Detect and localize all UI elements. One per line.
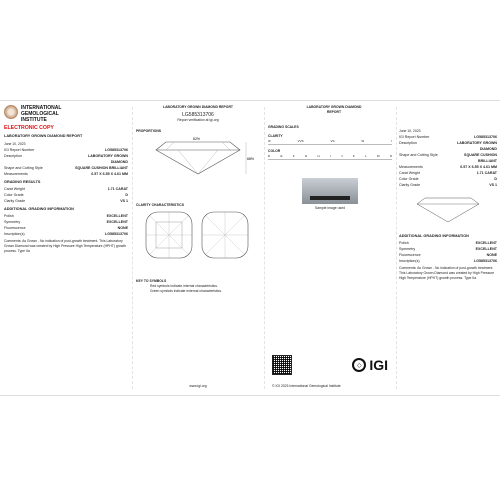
report-date: June 10, 2023: [4, 142, 26, 146]
key-text-green: Green symbols indicate external characteristics.: [150, 289, 222, 293]
institute-line-3: INSTITUTE: [21, 117, 47, 123]
field-row: Clarity Grade VS 1: [4, 199, 128, 203]
stub-field-row: Color Grade D: [399, 177, 497, 181]
igi-branding-row: [272, 355, 388, 375]
middle-report-number: LG585313706: [182, 112, 214, 118]
proportions-column: [132, 101, 264, 397]
inscription-sample-image: [302, 178, 358, 204]
report-stub-column: [396, 101, 500, 397]
stub-field-row: Polish EXCELLENT: [399, 241, 497, 245]
institute-line-2: GEMOLOGICAL: [21, 111, 59, 117]
scale-label: VVS: [297, 139, 304, 143]
clarity-scale-title: CLARITY: [268, 134, 283, 138]
stub-field-row: Fluorescence NONE: [399, 253, 497, 257]
stub-additional-title: ADDITIONAL GRADING INFORMATION: [399, 234, 469, 238]
color-scale: [268, 154, 392, 160]
stub-field-row: Measurements 6.57 X 6.55 X 4.61 MM: [399, 165, 497, 169]
field-row: Inscription(s) LG585313706: [4, 232, 128, 236]
facet-line: [178, 150, 198, 174]
sample-image-caption: Sample image used: [315, 206, 345, 210]
grading-scales-title: GRADING SCALES: [268, 125, 299, 129]
scale-label: M: [376, 154, 380, 158]
scale-label: N: [389, 154, 392, 158]
stub-field-row: Clarity Grade VS 1: [399, 183, 497, 187]
scale-label: E: [280, 154, 283, 158]
clarity-characteristics-title: CLARITY CHARACTERISTICS: [136, 203, 184, 207]
facet-line: [166, 142, 174, 150]
stub-date: June 10, 2023: [399, 129, 421, 133]
field-row: IGI Report Number LG585313706: [4, 148, 128, 152]
stub-diamond-profile: [417, 198, 479, 222]
depth-percent: 68%: [247, 157, 255, 161]
field-row: Fluorescence NONE: [4, 226, 128, 230]
igi-logo: [352, 357, 388, 373]
report-title: LABORATORY GROWN DIAMOND REPORT: [4, 134, 83, 138]
scale-label: H: [317, 154, 320, 158]
field-row: Polish EXCELLENT: [4, 214, 128, 218]
field-row: Carat Weight 1.71 CARAT: [4, 187, 128, 191]
igi-logo-text: IGI: [369, 357, 388, 373]
stub-field-row: Carat Weight 1.71 CARAT: [399, 171, 497, 175]
stub-comments: Comments: As Grown - No indication of post-growth treatment. This Laboratory Grown Diamond was created by High Pressure High Temperature (HPHT) growth process. Type IIa: [399, 266, 495, 280]
electronic-copy-label: ELECTRONIC COPY: [4, 125, 54, 131]
right-header: LABORATORY GROWN DIAMOND REPORT: [306, 105, 362, 114]
proportions-diagram: [136, 134, 260, 178]
scale-label: SI: [361, 139, 365, 143]
stub-proportions-diagram: [399, 192, 497, 226]
field-row: Color Grade D: [4, 193, 128, 197]
key-to-symbols-title: KEY TO SYMBOLS: [136, 279, 167, 283]
diamond-profile-shape: [156, 142, 240, 174]
field-row: Measurements 6.57 X 6.55 X 4.61 MM: [4, 172, 128, 176]
scale-label: I: [329, 154, 331, 158]
middle-header: LABORATORY GROWN DIAMOND REPORT: [163, 105, 233, 109]
table-percent: 62%: [193, 137, 201, 141]
facet-line: [222, 142, 230, 150]
scale-label: J: [340, 154, 343, 158]
stub-field-row: Shape and Cutting Style SQUARE CUSHION BRILLIANT: [399, 153, 497, 163]
scale-label: G: [304, 154, 308, 158]
field-row: Description LABORATORY GROWN DIAMOND: [4, 154, 128, 164]
report-fields: [4, 147, 128, 177]
field-row: Shape and Cutting Style SQUARE CUSHION BRILLIANT: [4, 166, 128, 170]
color-scale-title: COLOR: [268, 149, 281, 153]
facet-line: [198, 150, 218, 174]
igi-report-sheet: [0, 100, 500, 396]
verify-text: Report verification at igi.org: [177, 118, 219, 122]
comments-text: Comments: As Grown - No indication of post-growth treatment. This Laboratory Grown Diamond was created by High Pressure High Temperature (HPHT) growth process. Type IIa: [4, 239, 127, 253]
proportions-title: PROPORTIONS: [136, 129, 162, 133]
scale-label: D: [268, 154, 271, 158]
grading-results-title: GRADING RESULTS: [4, 180, 41, 184]
igi-diamond-icon: ◇: [352, 358, 366, 372]
stub-field-row: IGI Report Number LG585313706: [399, 135, 497, 139]
scale-label: I: [391, 139, 392, 143]
qr-code-icon: [272, 355, 292, 375]
igi-seal-icon: [4, 105, 18, 119]
institute-line-1: INTERNATIONAL: [21, 105, 62, 111]
inscription-band: [310, 196, 350, 200]
field-row: Symmetry EXCELLENT: [4, 220, 128, 224]
scale-label: K: [352, 154, 355, 158]
scales-column: [264, 101, 396, 397]
igi-website: www.igi.org: [189, 384, 207, 388]
stub-field-row: Symmetry EXCELLENT: [399, 247, 497, 251]
report-main-column: [0, 101, 132, 397]
scale-label: L: [365, 154, 367, 158]
clarity-plot-diagram: [136, 208, 260, 270]
scale-label: F: [292, 154, 295, 158]
scale-label: IF: [268, 139, 271, 143]
key-text-red: Red symbols indicate internal characteristics.: [150, 284, 218, 288]
stub-field-row: Description LABORATORY GROWN DIAMOND: [399, 141, 497, 151]
additional-info-title: ADDITIONAL GRADING INFORMATION: [4, 207, 74, 211]
scale-label: VS: [330, 139, 335, 143]
stub-field-row: Inscription(s) LG585313706: [399, 259, 497, 263]
clarity-scale: [268, 139, 392, 145]
copyright-text: © IGI 2023 International Gemological Institute: [272, 384, 341, 388]
